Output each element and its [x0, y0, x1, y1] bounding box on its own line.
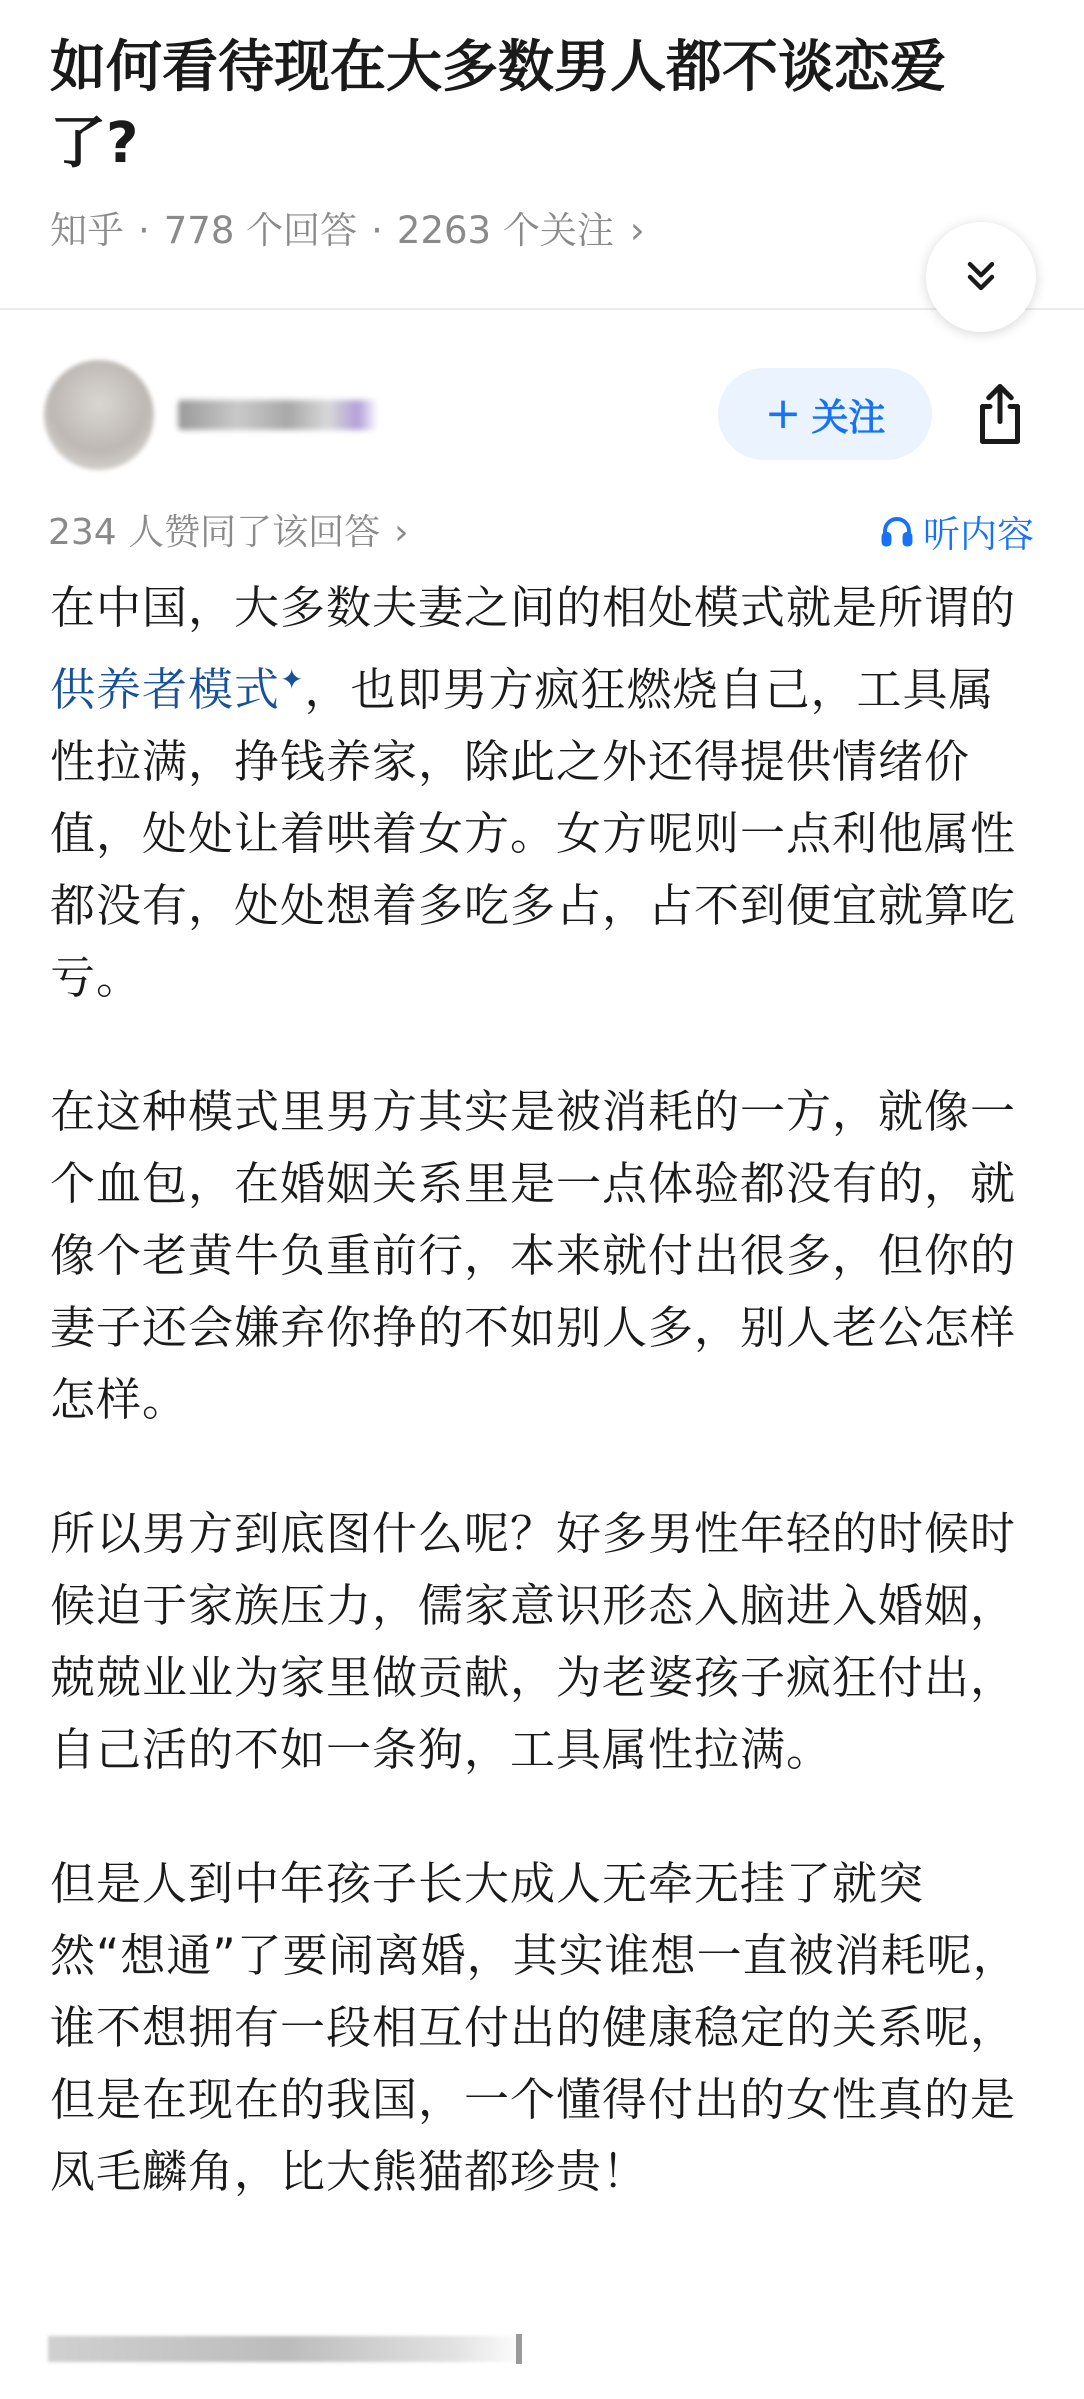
paragraph-text: 在中国，大多数夫妻之间的相处模式就是所谓的: [50, 581, 1017, 634]
listen-label: 听内容: [923, 513, 1034, 556]
meta-separator: ·: [138, 209, 150, 252]
divider: [516, 2334, 522, 2364]
question-meta[interactable]: [50, 200, 645, 254]
headphones-icon: [879, 513, 915, 549]
answer-paragraph-1: [50, 572, 1034, 1014]
vote-count[interactable]: [48, 504, 409, 555]
expand-button[interactable]: [926, 222, 1036, 332]
question-title[interactable]: 如何看待现在大多数男人都不谈恋爱了?: [50, 35, 946, 176]
answer-paragraph-4: 但是人到中年孩子长大成人无牵无挂了就突然“想通”了要闹离婚，其实谁想一直被消耗呢，谁不想拥有一段相互付出的健康稳定的关系呢，但是在现在的我国，一个懂得付出的女性真的是凤毛麟角，比大熊猫都珍贵！: [50, 1857, 1019, 2198]
blurred-content: [48, 2336, 526, 2362]
chevron-right-icon: ›: [394, 512, 409, 553]
avatar[interactable]: [44, 360, 154, 470]
follower-count: 2263 个关注: [396, 209, 614, 252]
sparkle-icon: ✦: [280, 663, 305, 696]
answer-paragraph-3: 所以男方到底图什么呢？好多男性年轻的时候时候迫于家族压力，儒家意识形态入脑进入婚姻，兢兢业业为家里做贡献，为老婆孩子疯狂付出，自己活的不如一条狗，工具属性拉满。: [50, 1507, 1017, 1776]
double-chevron-down-icon: [959, 255, 1003, 299]
follow-button[interactable]: [718, 368, 932, 460]
chevron-right-icon: ›: [629, 209, 645, 252]
author-name-blurred[interactable]: [178, 400, 378, 430]
share-button[interactable]: [966, 374, 1034, 454]
keyword-link[interactable]: [50, 663, 304, 716]
author-row: [0, 340, 1084, 490]
vote-label: 234 人赞同了该回答: [48, 512, 381, 553]
plus-icon: +: [764, 388, 802, 439]
answer-paragraph-2: 在这种模式里男方其实是被消耗的一方，就像一个血包，在婚姻关系里是一点体验都没有的，就像个老黄牛负重前行，本来就付出很多，但你的妻子还会嫌弃你挣的不如别人多，别人老公怎样怎样。: [50, 1085, 1017, 1426]
listen-button[interactable]: [879, 504, 1034, 558]
keyword-link-text: 供养者模式: [50, 663, 281, 716]
answer-count: 778 个回答: [163, 209, 358, 252]
share-icon: [970, 380, 1030, 448]
question-header: [0, 0, 1084, 310]
follow-label: 关注: [811, 396, 886, 439]
answer-content: [50, 572, 1034, 2270]
answer-stats-row: [0, 498, 1084, 558]
paragraph-text: ，也即男方疯狂燃烧自己，工具属性拉满，挣钱养家，除此之外还得提供情绪价值，处处让着哄着女方。女方呢则一点利他属性都没有，处处想着多吃多占，占不到便宜就算吃亏。: [50, 663, 1017, 1004]
source-label: 知乎: [50, 209, 124, 252]
meta-separator: ·: [371, 209, 383, 252]
